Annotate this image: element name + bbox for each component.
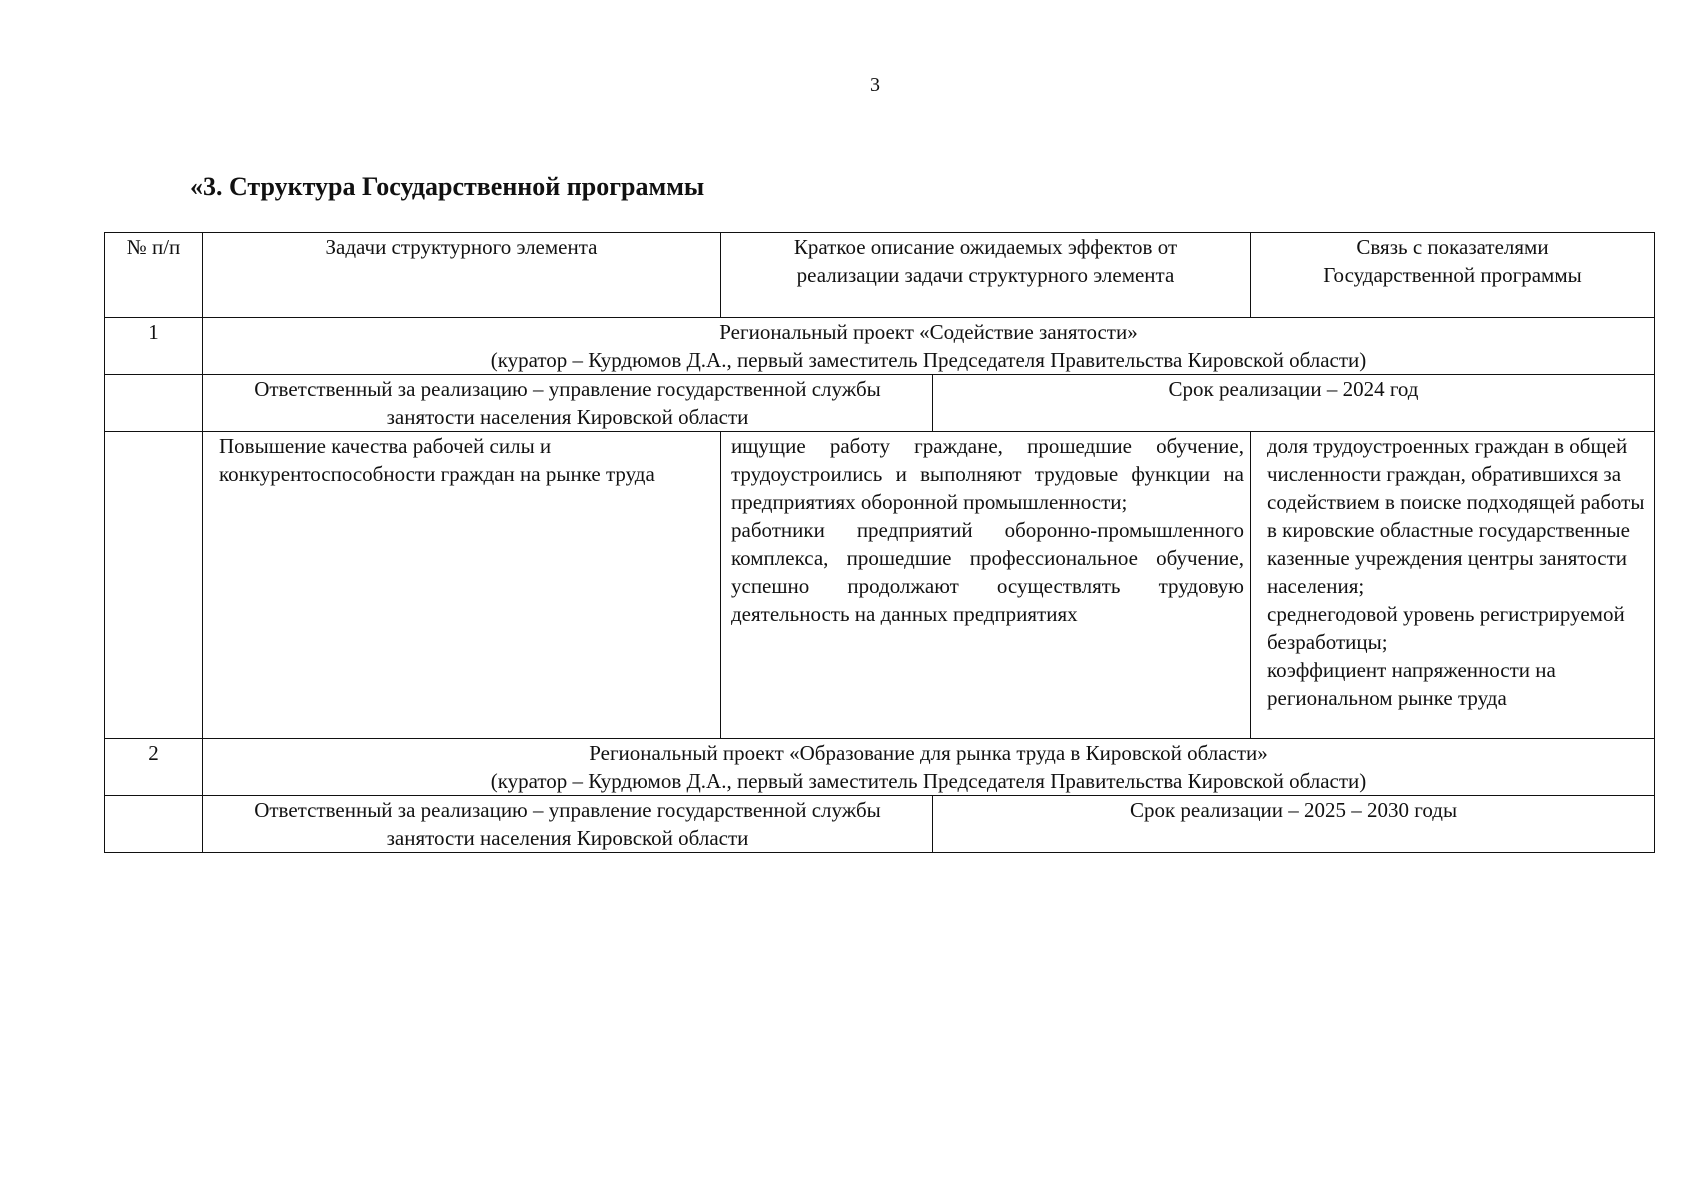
- effect-item: ищущие работу граждане, прошедшие обучение, трудоустроились и выполняют трудовые функции на предприятиях оборонной промышленности;: [731, 434, 1244, 514]
- project-title-2: Региональный проект «Образование для рынка труда в Кировской области»: [589, 741, 1268, 765]
- project-curator-2: (куратор – Курдюмов Д.А., первый заместитель Председателя Правительства Кировской области): [490, 769, 1367, 793]
- effects-1: [721, 432, 1251, 739]
- responsible-1: Ответственный за реализацию – управление государственной службы занятости населения Кировской области: [203, 375, 933, 432]
- empty-cell: [105, 375, 203, 432]
- empty-cell: [105, 796, 203, 853]
- indicator-item: среднегодовой уровень регистрируемой безработицы;: [1267, 602, 1625, 654]
- project-cell-1: [203, 318, 1655, 375]
- empty-cell: [105, 432, 203, 739]
- project-curator-1: (куратор – Курдюмов Д.А., первый заместитель Председателя Правительства Кировской области): [490, 348, 1367, 372]
- project-cell-2: [203, 739, 1655, 796]
- task-row-1: [105, 432, 1655, 739]
- project-row-1: [105, 318, 1655, 375]
- responsible-row-1: [105, 375, 1655, 432]
- indicator-item: доля трудоустроенных граждан в общей численности граждан, обратившихся за содействием в поиске подходящей работы в кировские областные государственные казенные учреждения центры занятости населения;: [1267, 434, 1645, 598]
- project-row-2: [105, 739, 1655, 796]
- structure-table: [104, 232, 1655, 853]
- project-title-1: Региональный проект «Содействие занятости»: [719, 320, 1138, 344]
- indicator-item: коэффициент напряженности на региональном рынке труда: [1267, 658, 1556, 710]
- responsible-row-2: [105, 796, 1655, 853]
- header-effects: Краткое описание ожидаемых эффектов от реализации задачи структурного элемента: [721, 233, 1251, 318]
- indicators-1: [1251, 432, 1655, 739]
- header-number: № п/п: [105, 233, 203, 318]
- header-tasks: Задачи структурного элемента: [203, 233, 721, 318]
- section-number-1: 1: [105, 318, 203, 375]
- term-2: Срок реализации – 2025 – 2030 годы: [933, 796, 1655, 853]
- header-indicators: Связь с показателями Государственной программы: [1251, 233, 1655, 318]
- table-header-row: [105, 233, 1655, 318]
- term-1: Срок реализации – 2024 год: [933, 375, 1655, 432]
- section-number-2: 2: [105, 739, 203, 796]
- responsible-2: Ответственный за реализацию – управление государственной службы занятости населения Кировской области: [203, 796, 933, 853]
- section-title: «3. Структура Государственной программы: [190, 172, 705, 201]
- task-1: Повышение качества рабочей силы и конкурентоспособности граждан на рынке труда: [203, 432, 721, 739]
- effect-item: работники предприятий оборонно-промышленного комплекса, прошедшие профессиональное обучение, успешно продолжают осуществлять трудовую деятельность на данных предприятиях: [731, 518, 1244, 626]
- page-number: 3: [870, 74, 880, 96]
